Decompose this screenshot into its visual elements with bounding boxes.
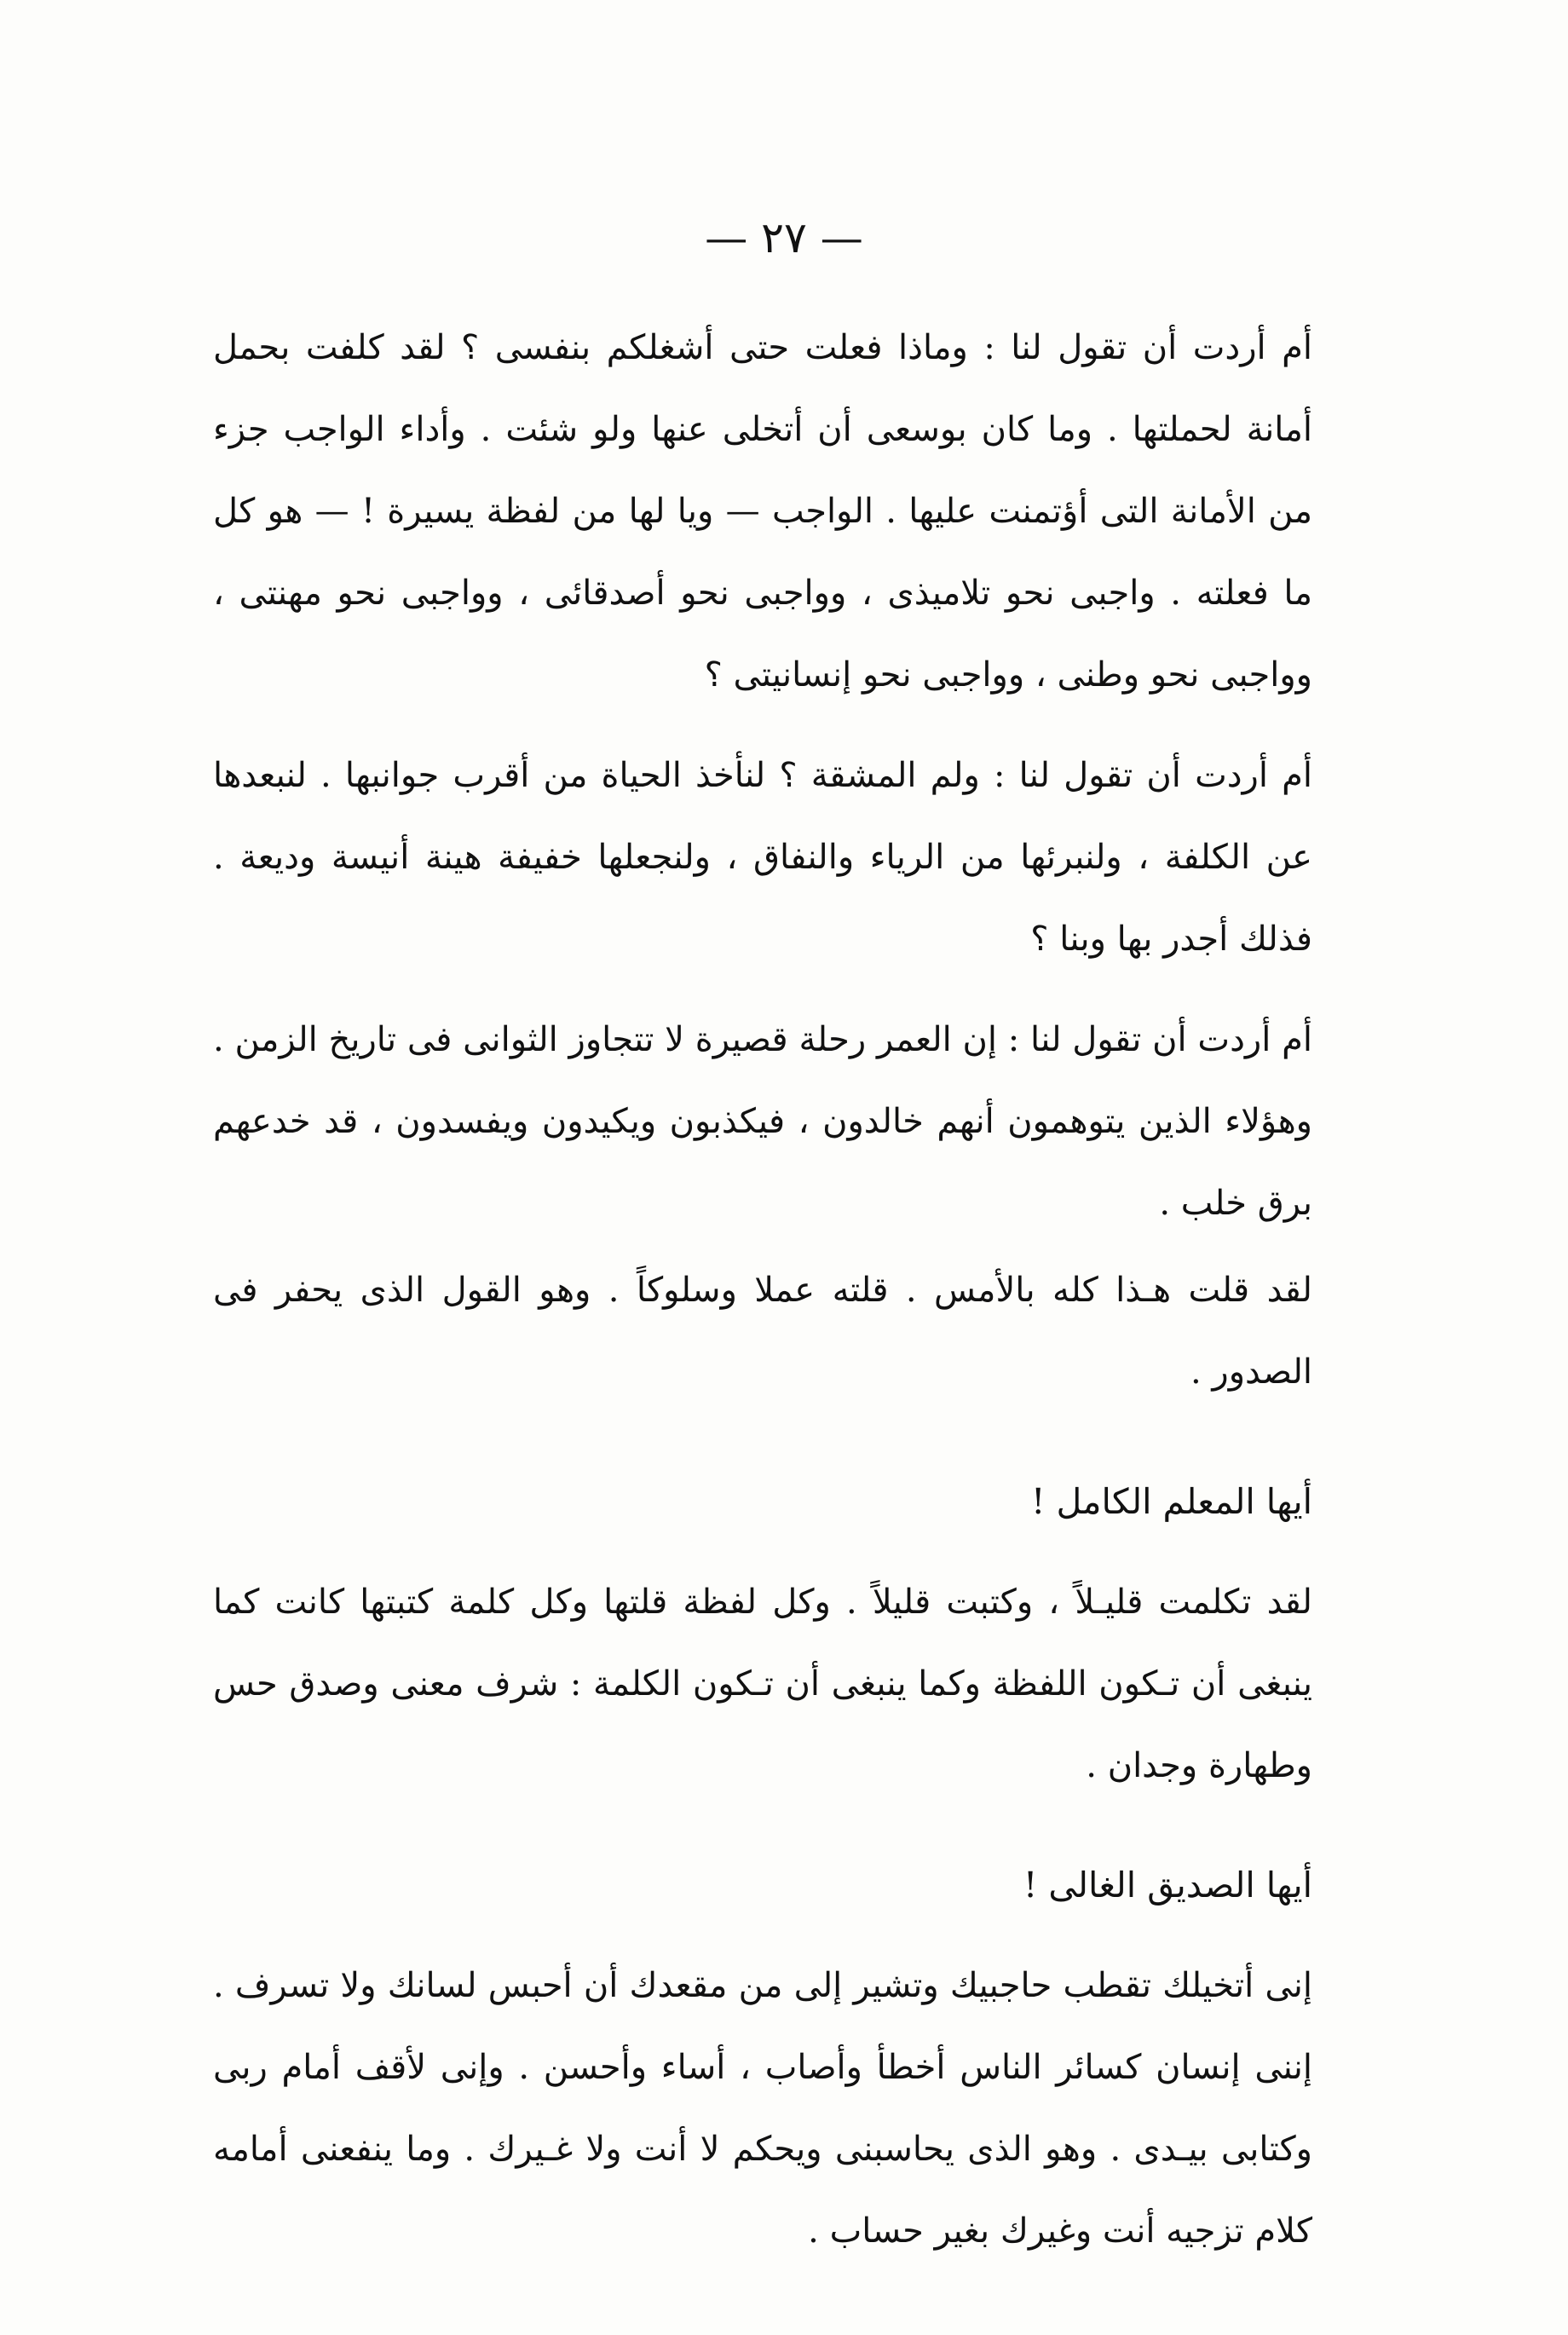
heading-dear-friend: أيها الصديق الغالى ! bbox=[1023, 1865, 1312, 1905]
page-text bbox=[213, 307, 1312, 2291]
paragraph-imagine-you: إنى أتخيلك تقطب حاجبيك وتشير إلى من مقعدك أن أحبس لسانك ولا تسرف . إننى إنسان كسائر الناس أخطأ وأصاب ، أساء وأحسن . وإنى لأقف أمام ربى وكتابى بيـدى . وهو الذى يحاسبنى ويحكم لا أنت ولا غـيرك . وما ينفعنى أمامه كلام تزجيه أنت وغيرك بغير حساب . bbox=[213, 1966, 1312, 2251]
paragraph-hardship: أم أردت أن تقول لنا : ولم المشقة ؟ لنأخذ الحياة من أقرب جوانبها . لنبعدها عن الكلفة ، ولنبرئها من الرياء والنفاق ، ولنجعلها خفيفة هينة أنيسة وديعة . فذلك أجدر بها وبنا ؟ bbox=[213, 756, 1312, 959]
paragraph-spoke-little: لقد تكلمت قليـلاً ، وكتبت قليلاً . وكل لفظة قلتها وكل كلمة كتبتها كانت كما ينبغى أن تـكون اللفظة وكما ينبغى أن تـكون الكلمة : شرف معنى وصدق حس وطهارة وجدان . bbox=[213, 1583, 1312, 1785]
paragraph-duty: أم أردت أن تقول لنا : وماذا فعلت حتى أشغلكم بنفسى ؟ لقد كلفت بحمل أمانة لحملتها . وما كان بوسعى أن أتخلى عنها ولو شئت . وأداء الواجب جزء من الأمانة التى أؤتمنت عليها . الواجب — ويا لها من لفظة يسيرة ! — هو كل ما فعلته . واجبى نحو تلاميذى ، وواجبى نحو أصدقائى ، وواجبى نحو مهنتى ، وواجبى نحو وطنى ، وواجبى نحو إنسانيتى ؟ bbox=[213, 328, 1312, 695]
page-number: — ٢٧ — bbox=[705, 213, 863, 262]
heading-perfect-teacher: أيها المعلم الكامل ! bbox=[1030, 1481, 1312, 1522]
paragraph-said-yesterday: لقد قلت هـذا كله بالأمس . قلته عملا وسلوكاً . وهو القول الذى يحفر فى الصدور . bbox=[213, 1271, 1312, 1392]
paragraph-short-life: أم أردت أن تقول لنا : إن العمر رحلة قصيرة لا تتجاوز الثوانى فى تاريخ الزمن . وهؤلاء الذين يتوهمون أنهم خالدون ، فيكذبون ويكيدون ويفسدون ، قد خدعهم برق خلب . bbox=[213, 1020, 1312, 1223]
